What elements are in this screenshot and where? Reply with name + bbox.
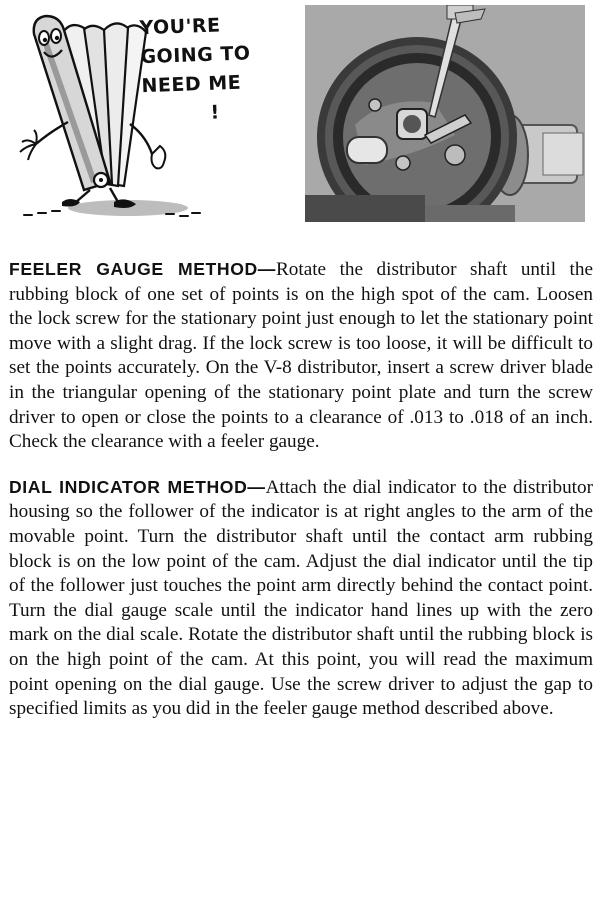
paragraph-body: Attach the dial indicator to the distributor housing so the follower of the indicator is at right angles to the arm of the movable point. Turn the distributor shaft until the contact arm rubbing block is on the low point of the cam. Adjust the dial indicator until the tip of the follower just touches the point arm directly behind the contact point. Turn the dial gauge scale until the indicator hand lines up with the zero mark on the dial scale. Rotate the distributor shaft until the rubbing block is on the high point of the cam. At this point, you will read the maximum point opening on the dial gauge. Use the screw driver to adjust the gap to specified limits as you did in the feeler gauge method described above. — [9, 476, 593, 720]
paragraph-heading: FEELER GAUGE METHOD— — [9, 259, 276, 279]
illustration-strip — [0, 0, 600, 232]
speech-text — [139, 10, 268, 130]
speech-line-2: GOING TO — [140, 42, 251, 69]
distributor-with-dial-indicator-image — [305, 5, 585, 222]
paragraph-dial-indicator-method — [9, 475, 593, 722]
paragraph-body: Rotate the distributor shaft until the rubbing block of one set of points is on the high spot of the cam. Loosen the lock screw for the stationary point just enough to let the stationary point move with a slight drag. If the lock screw is too loose, it will be difficult to set the points accurately. On the V-8 distributor, insert a screw driver blade in the triangular opening of the stationary point plate and turn the screw driver to open or close the points to a clearance of .013 to .018 of an inch. Check the clearance with a feeler gauge. — [9, 259, 593, 453]
speech-line-3: NEED ME — [141, 71, 242, 98]
distributor-photo — [305, 5, 585, 222]
speech-exclamation: ! — [210, 101, 221, 124]
speech-line-1: YOU'RE — [139, 14, 221, 40]
feeler-gauge-cartoon — [6, 4, 268, 226]
paragraph-heading: DIAL INDICATOR METHOD— — [9, 476, 266, 497]
article-body — [9, 257, 593, 742]
paragraph-feeler-gauge-method — [9, 257, 593, 455]
